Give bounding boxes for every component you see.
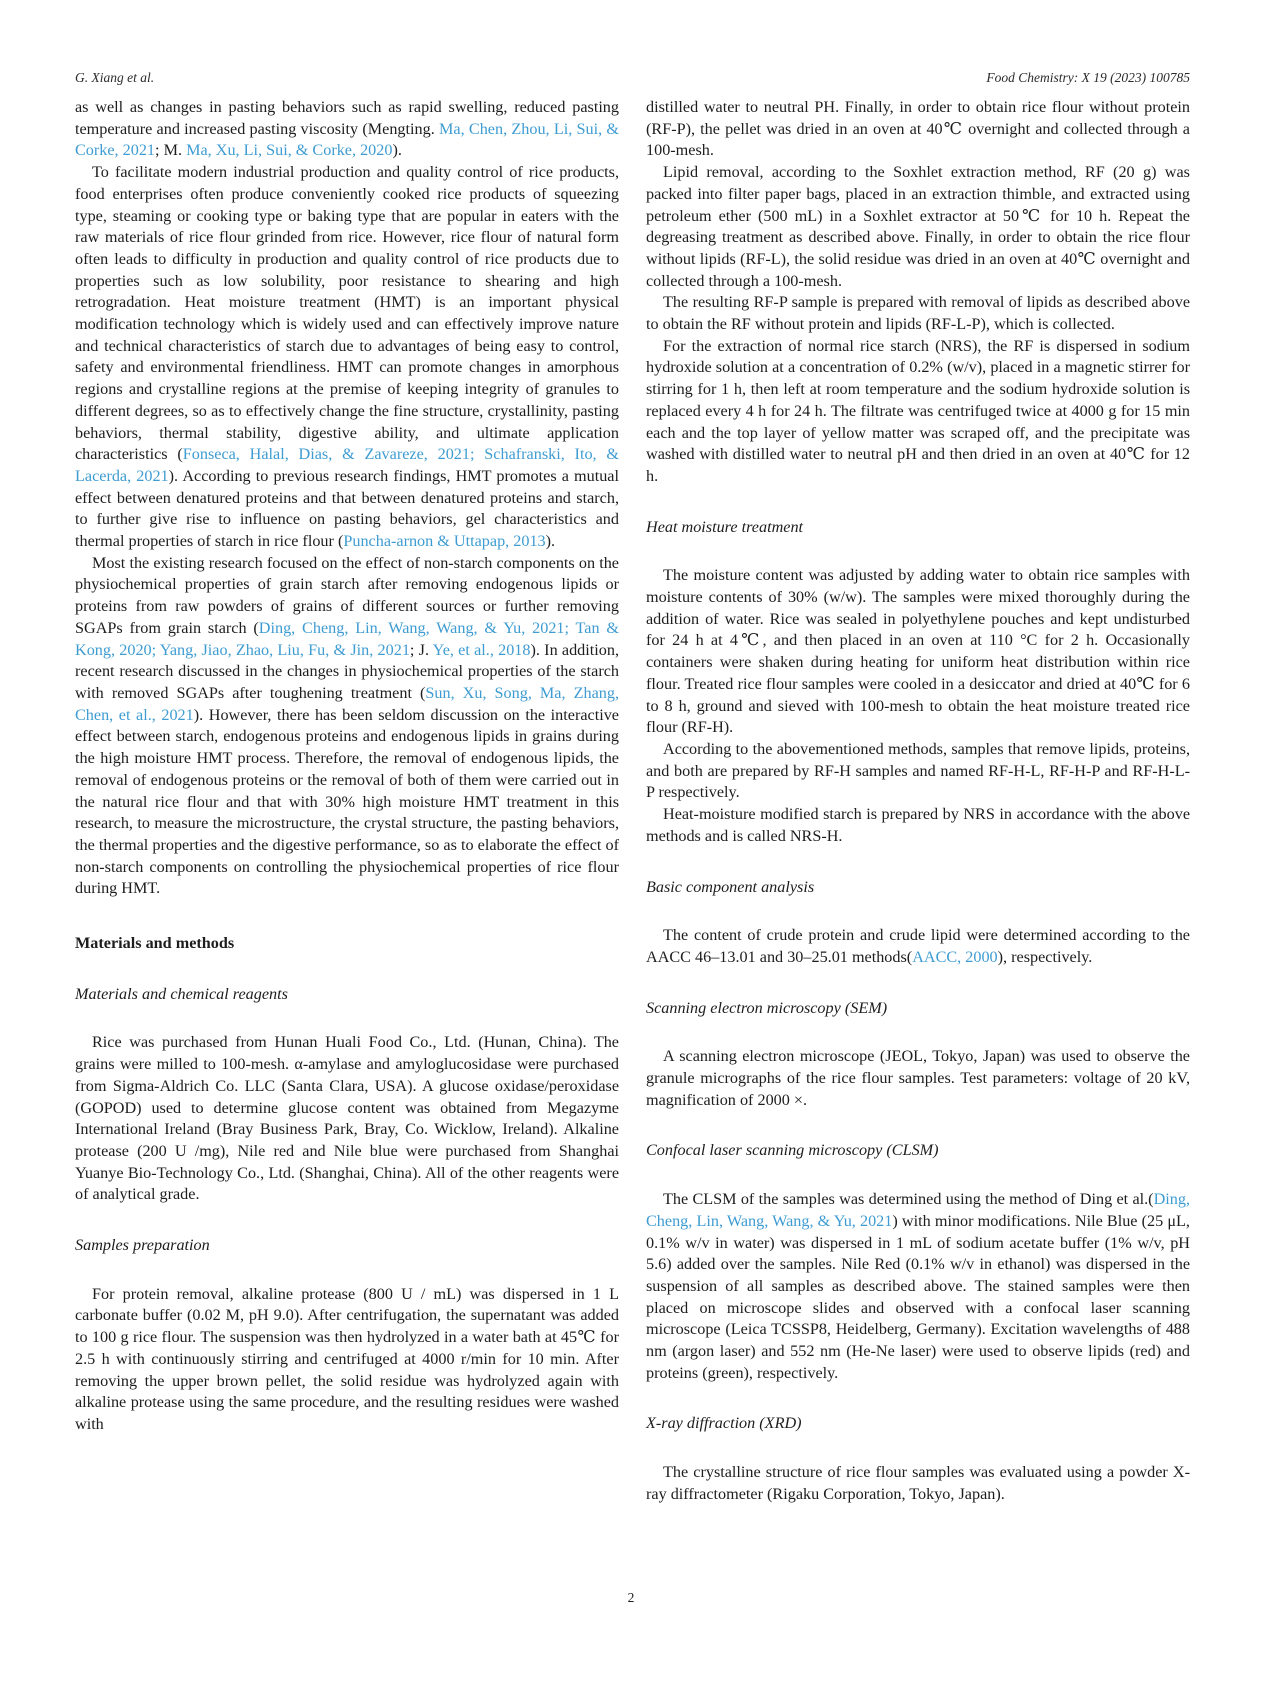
subsection-heading: Basic component analysis (646, 877, 815, 896)
text-run: To facilitate modern industrial production and quality control of rice products, food enterprises often produce conveniently cooked rice products of squeezing type, steaming or cooking type or baking type that are popular in eaters with the raw materials of rice flour grinded from rice. However, rice flour of natural form often leads to difficulty in production and quality control of rice products due to properties such as low solubility, poor resistance to shearing and high retrogradation. Heat moisture treatment (HMT) is an important physical modification technology which is widely used and can effectively improve nature and technical characteristics of starch due to advantages of being easy to control, safety and environmental friendliness. HMT can promote changes in amorphous regions and crystalline regions at the premise of keeping integrity of granules to different degrees, so as to effectively change the fine structure, crystallinity, pasting behaviors, thermal stability, digestive ability, and ultimate application characteristics ( (75, 163, 619, 464)
text-run: A scanning electron microscope (JEOL, Tokyo, Japan) was used to observe the granule micrographs of the rice flour samples. Test parameters: voltage of 20 kV, magnification of 2000 ×. (646, 1047, 1190, 1109)
citation-link[interactable]: Fonseca, Halal, Dias, & Zavareze, 2021; Schafranski, Ito, & Lacerda, 2021 (75, 445, 619, 485)
citation-link[interactable]: Ye, et al., 2018 (432, 640, 531, 659)
text-run: ). (545, 532, 556, 551)
body-paragraph (646, 1046, 1190, 1111)
text-run: Most the existing research focused on the effect of non-starch components on the physiochemical properties of grain starch after removing endogenous lipids or proteins from raw powders of grains of different sources or further removing SGAPs from grain starch ( (75, 553, 619, 637)
body-paragraph (646, 804, 1190, 847)
subsection-heading: X-ray diffraction (XRD) (646, 1414, 802, 1433)
text-run: ; M. (155, 141, 187, 160)
running-header (75, 70, 1190, 86)
header-journal: Food Chemistry: X 19 (2023) 100785 (986, 70, 1190, 85)
body-paragraph (75, 1032, 619, 1206)
text-run: The content of crude protein and crude lipid were determined according to the AACC 46–13.01 and 30–25.01 methods( (646, 926, 1190, 966)
text-run: The CLSM of the samples was determined using the method of Ding et al.( (663, 1190, 1154, 1209)
text-run: For the extraction of normal rice starch (NRS), the RF is dispersed in sodium hydroxide solution at a concentration of 0.2% (w/v), placed in a magnetic stirrer for stirring for 1 h, then left at room temperature and the sodium hydroxide solution is replaced every 4 h for 24 h. The filtrate was centrifuged twice at 4000 g for 15 min each and the top layer of yellow matter was scraped off, and the precipitate was washed with distilled water to neutral pH and then dried in an oven at 40℃ for 12 h. (646, 336, 1190, 485)
body-paragraph (75, 162, 619, 553)
body-paragraph (75, 1284, 619, 1436)
text-run: ), respectively. (997, 947, 1093, 966)
body-paragraph (75, 97, 619, 162)
body-paragraph (646, 739, 1190, 804)
right-column (646, 97, 1190, 1506)
citation-link[interactable]: Sun, Xu, Song, Ma, Zhang, Chen, et al., 2021 (75, 683, 619, 724)
body-paragraph (646, 925, 1190, 968)
body-paragraph (646, 97, 1190, 162)
citation-link[interactable]: Ma, Xu, Li, Sui, & Corke, 2020 (186, 141, 393, 160)
text-run: Rice was purchased from Hunan Huali Food Co., Ltd. (Hunan, China). The grains were milled to 100-mesh. α-amylase and amyloglucosidase were purchased from Sigma-Aldrich Co. LLC (Santa Clara, USA). A glucose oxidase/peroxidase (GOPOD) used to determine glucose content was obtained from Megazyme International Ireland (Bray Business Park, Bray, Co. Wicklow, Ireland). Alkaline protease (200 U /mg), Nile red and Nile blue were purchased from Shanghai Yuanye Bio-Technology Co., Ltd. (Shanghai, China). All of the other reagents were of analytical grade. (75, 1033, 619, 1204)
text-run: Lipid removal, according to the Soxhlet extraction method, RF (20 g) was packed into filter paper bags, placed in an extraction thimble, and extracted using petroleum ether (500 mL) in a Soxhlet extractor at 50℃ for 10 h. Repeat the degreasing treatment as described above. Finally, in order to obtain the rice flour without lipids (RF-L), the solid residue was dried in an oven at 40℃ overnight and collected through a 100-mesh. (646, 163, 1190, 290)
body-paragraph (646, 162, 1190, 292)
body-paragraph (646, 1462, 1190, 1505)
text-run: ; J. (409, 640, 433, 659)
text-run: as well as changes in pasting behaviors such as rapid swelling, reduced pasting temperature and increased pasting viscosity (Mengting. (75, 98, 619, 138)
subsection-heading: Scanning electron microscopy (SEM) (646, 998, 888, 1017)
text-run: ). (392, 141, 402, 160)
two-column-content (75, 97, 1190, 1506)
text-run: The resulting RF-P sample is prepared with removal of lipids as described above to obtain the RF without protein and lipids (RF-L-P), which is collected. (646, 293, 1190, 334)
body-paragraph (75, 553, 619, 900)
page-number: 2 (627, 1590, 635, 1605)
citation-link[interactable]: Puncha-arnon & Uttapap, 2013 (343, 532, 546, 551)
text-run: ) with minor modifications. Nile Blue (25 μL, 0.1% w/v in water) was dispersed in 1 mL of sodium acetate buffer (1% w/v, pH 5.6) added over the samples. Nile Red (0.1% w/v in ethanol) was dispersed in the suspension of all samples as described above. The stained samples were then placed on microscope slides and observed with a confocal laser scanning microscope (Leica TCSSP8, Heidelberg, Germany). Excitation wavelengths of 488 nm (argon laser) and 552 nm (He-Ne laser) were used to observe lipids (red) and proteins (green), respectively. (646, 1211, 1190, 1382)
subsection-heading: Heat moisture treatment (646, 517, 804, 536)
text-run: Heat-moisture modified starch is prepared by NRS in accordance with the above methods and is called NRS-H. (646, 805, 1190, 845)
body-paragraph (646, 1189, 1190, 1384)
section-heading: Materials and methods (75, 934, 235, 953)
text-run: The crystalline structure of rice flour samples was evaluated using a powder X-ray diffractometer (Rigaku Corporation, Tokyo, Japan). (646, 1463, 1190, 1503)
body-paragraph (646, 336, 1190, 488)
subsection-heading: Materials and chemical reagents (75, 984, 288, 1003)
text-run: For protein removal, alkaline protease (800 U / mL) was dispersed in 1 L carbonate buffer (0.02 M, pH 9.0). After centrifugation, the supernatant was added to 100 g rice flour. The suspension was then hydrolyzed in a water bath at 45℃ for 2.5 h with continuously stirring and centrifuged at 4000 r/min for 10 min. After removing the upper brown pellet, the solid residue was hydrolyzed again with alkaline protease using the same procedure, and the resulting residues were washed with (75, 1284, 619, 1433)
text-run: distilled water to neutral PH. Finally, in order to obtain rice flour without protein (RF-P), the pellet was dried in an oven at 40℃ overnight and collected through a 100-mesh. (646, 98, 1190, 160)
subsection-heading: Samples preparation (75, 1236, 210, 1255)
page-footer (0, 1590, 1262, 1606)
text-run: ). However, there has been seldom discussion on the interactive effect between starch, endogenous proteins and endogenous lipids in grains during the high moisture HMT process. Therefore, the removal of endogenous lipids, the removal of endogenous proteins or the removal of both of them were carried out in the natural rice flour and that with 30% high moisture HMT treatment in this research, to measure the microstructure, the crystal structure, the pasting behaviors, the thermal properties and the digestive performance, so as to elaborate the effect of non-starch components on controlling the physiochemical properties of rice flour during HMT. (75, 705, 619, 898)
citation-link[interactable]: Ding, Cheng, Lin, Wang, Wang, & Yu, 2021 (646, 1190, 1190, 1230)
left-column (75, 97, 619, 1506)
subsection-heading: Confocal laser scanning microscopy (CLSM) (646, 1141, 939, 1160)
body-paragraph (646, 565, 1190, 739)
text-run: According to the abovementioned methods, samples that remove lipids, proteins, and both are prepared by RF-H samples and named RF-H-L, RF-H-P and RF-H-L-P respectively. (646, 739, 1190, 802)
text-run: The moisture content was adjusted by adding water to obtain rice samples with moisture contents of 30% (w/w). The samples were mixed thoroughly during the addition of water. Rice was sealed in polyethylene pouches and kept undisturbed for 24 h at 4℃, and then placed in an oven at 110 °C for 2 h. Occasionally containers were shaken during heating for uniform heat distribution within rice flour. Treated rice flour samples were cooled in a desiccator and dried at 40℃ for 6 to 8 h, ground and sieved with 100-mesh to obtain the heat moisture treated rice flour (RF-H). (646, 566, 1190, 737)
header-authors: G. Xiang et al. (75, 70, 155, 85)
text-run: ). In addition, recent research discussed in the changes in physiochemical properties of the starch with removed SGAPs after toughening treatment ( (75, 640, 619, 702)
citation-link[interactable]: Ma, Chen, Zhou, Li, Sui, & Corke, 2021 (75, 119, 620, 160)
text-run: ). According to previous research findings, HMT promotes a mutual effect between denatured proteins and that between denatured proteins and starch, to further give rise to influence on pasting behaviors, gel characteristics and thermal properties of starch in rice flour ( (75, 466, 619, 551)
citation-link[interactable]: AACC, 2000 (912, 947, 998, 966)
citation-link[interactable]: Ding, Cheng, Lin, Wang, Wang, & Yu, 2021; Tan & Kong, 2020; Yang, Jiao, Zhao, Liu, Fu, & Jin, 2021 (75, 618, 619, 659)
body-paragraph (646, 292, 1190, 335)
